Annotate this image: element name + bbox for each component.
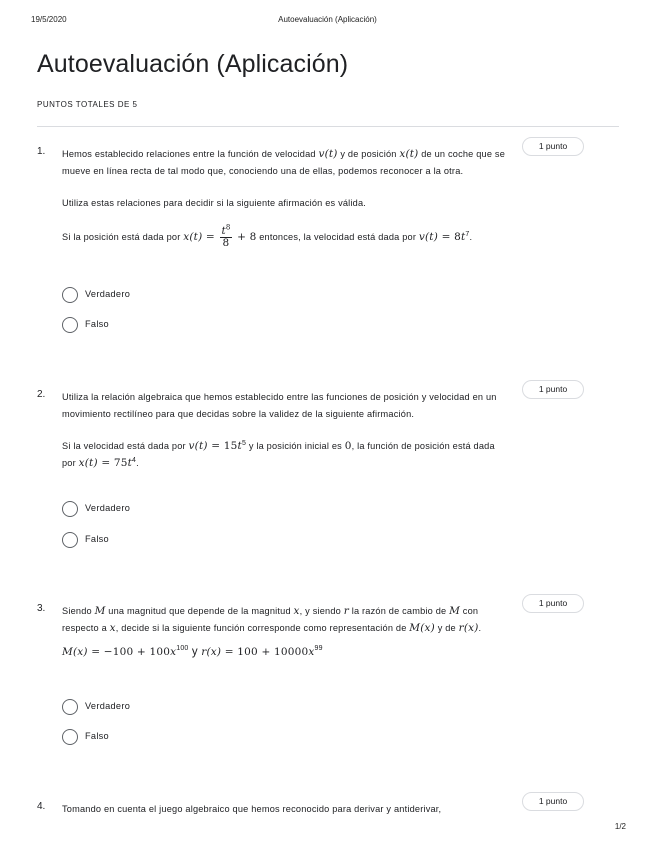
radio-button[interactable] — [62, 317, 78, 333]
question-paragraph: Utiliza la relación algebraica que hemos establecido entre las funciones de posición y velocidad en un movimiento rectilíneo para que decidas sobre la validez de la siguiente afirmación. — [62, 392, 497, 419]
total-points: PUNTOS TOTALES DE 5 — [37, 100, 138, 109]
radio-button[interactable] — [62, 532, 78, 548]
question-number: 3. — [37, 603, 46, 614]
question-formula: $M(x) = -100 + 100x^{100}$ y $r(x) = 100 + 10000x^{99}$ — [62, 645, 323, 658]
points-badge: 1 punto — [522, 137, 584, 156]
question-number: 1. — [37, 146, 46, 157]
option-label: Falso — [85, 319, 109, 329]
question-text — [62, 801, 510, 818]
question-statement: Si la posición está dada por x(t) = $\frac{t^8}{8}$ + 8 entonces, la velocidad está dada por $v(t) = 8t^7$. — [62, 223, 473, 249]
question-paragraph: Siendo M una magnitud que depende de la magnitud x, y siendo r la razón de cambio de M con respecto a x, decide si la siguiente función corresponde como representación de M(x) y de r(x). — [62, 605, 482, 634]
points-badge: 1 punto — [522, 380, 584, 399]
math-fraction: $\frac{t^8}{8}$ — [221, 223, 231, 249]
page-number: 1/2 — [614, 822, 626, 831]
option-label: Verdadero — [85, 701, 131, 711]
option-label: Falso — [85, 731, 109, 741]
math-x-of-t: x(t) — [399, 148, 419, 160]
radio-button[interactable] — [62, 287, 78, 303]
divider — [37, 126, 619, 127]
question-text — [62, 389, 510, 471]
question-text — [62, 603, 510, 661]
radio-button[interactable] — [62, 729, 78, 745]
question-paragraph: Tomando en cuenta el juego algebraico que hemos reconocido para derivar y antiderivar, — [62, 804, 442, 814]
points-badge: 1 punto — [522, 594, 584, 613]
question-text — [62, 146, 510, 249]
print-date: 19/5/2020 — [31, 15, 67, 24]
question-paragraph: Utiliza estas relaciones para decidir si la siguiente afirmación es válida. — [62, 198, 367, 208]
page-title: Autoevaluación (Aplicación) — [37, 50, 349, 78]
question-statement: Si la velocidad está dada por $v(t) = 15t^5$ y la posición inicial es 0, la función de posición está dada por $x(t) = 75t^4$. — [62, 439, 495, 469]
question-paragraph: Hemos establecido relaciones entre la función de velocidad v(t) y de posición x(t) de un coche que se mueve en línea recta de tal modo que, conociendo una de ellas, podemos reconocer a la otra. — [62, 148, 506, 176]
points-badge: 1 punto — [522, 792, 584, 811]
option-label: Falso — [85, 534, 109, 544]
option-label: Verdadero — [85, 503, 131, 513]
print-header-title: Autoevaluación (Aplicación) — [278, 15, 377, 24]
radio-button[interactable] — [62, 699, 78, 715]
question-number: 4. — [37, 801, 46, 812]
math-v-of-t: v(t) — [318, 148, 338, 160]
option-label: Verdadero — [85, 289, 131, 299]
radio-button[interactable] — [62, 501, 78, 517]
question-number: 2. — [37, 389, 46, 400]
